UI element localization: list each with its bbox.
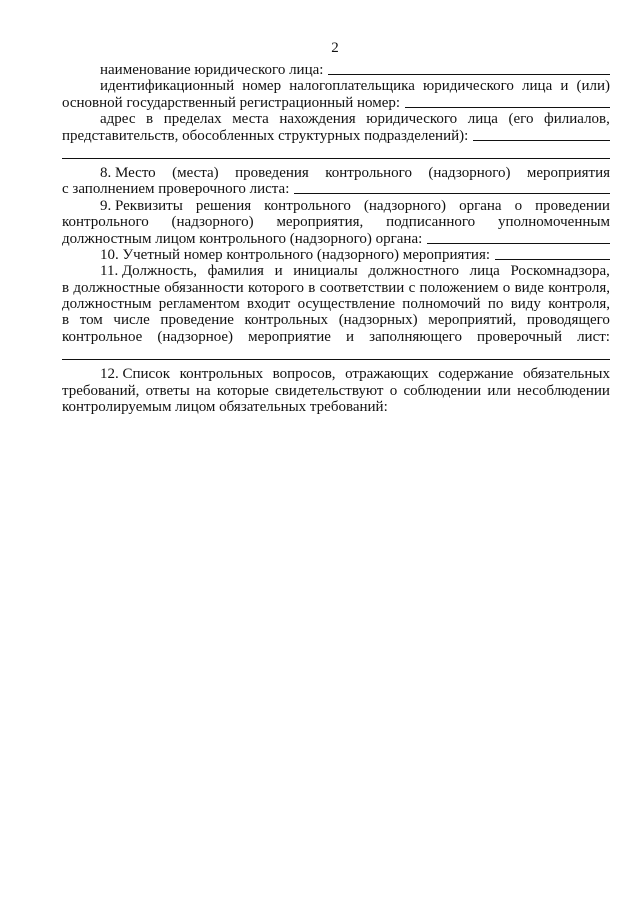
word: вопросов, [272, 366, 336, 383]
word: (надзорное) [157, 328, 234, 345]
word: уполномоченным [497, 214, 610, 231]
item-9-line-3 [62, 231, 610, 247]
word: и [274, 263, 283, 280]
word: (надзорного) [428, 164, 511, 181]
item-8-line [62, 165, 610, 181]
word: 8. Место [100, 164, 156, 181]
word: органа [459, 197, 502, 214]
word: 9. Реквизиты [100, 197, 183, 214]
word: виду [510, 296, 541, 313]
word: 11. Должность, [100, 263, 198, 280]
legal-entity-name-line [62, 62, 610, 78]
word: в [146, 111, 154, 128]
address-blank-line [62, 144, 610, 159]
item-10-label: 10. Учетный номер контрольного (надзорного) мероприятия: [100, 246, 491, 263]
word: и [346, 328, 355, 345]
word: должностные [73, 279, 161, 296]
word: юридического [366, 111, 458, 128]
word: Роскомнадзора, [510, 263, 610, 280]
word: нахождения [279, 111, 356, 128]
branches-line [62, 128, 610, 144]
word: инициалы [293, 263, 358, 280]
word: номер [242, 78, 282, 95]
word: проводящего [526, 312, 610, 329]
word: проведения [235, 164, 309, 181]
word: филиалов, [544, 111, 610, 128]
word: о [514, 197, 523, 214]
item-10-line [62, 247, 610, 263]
word: положением [419, 279, 499, 296]
word: адрес [100, 111, 136, 128]
legal-entity-name-blank [328, 62, 610, 75]
item-9-line-1 [62, 198, 610, 214]
inn-line [62, 78, 610, 94]
word: должностным [62, 296, 152, 313]
item-12-line-3 [62, 399, 610, 415]
item-11-blank-line [62, 345, 610, 360]
word: (его [508, 111, 534, 128]
word: или [487, 382, 511, 399]
word: обязанности [164, 279, 244, 296]
word: контроля, [548, 279, 610, 296]
item-9-line-2 [62, 214, 610, 230]
word: соблюдении [403, 382, 482, 399]
word: полномочий [402, 296, 481, 313]
word: налогоплательщика [289, 78, 415, 95]
item-9-official-label: должностным лицом контрольного (надзорного) органа: [62, 230, 423, 247]
word: требований, [62, 382, 140, 399]
word: места [232, 111, 269, 128]
word: подписанного [386, 214, 476, 231]
word: юридического [423, 78, 514, 95]
word: контрольного [62, 214, 149, 231]
word: на [196, 382, 211, 399]
word: соответствии [319, 279, 405, 296]
item-8-checklist-line [62, 181, 610, 197]
word: должностного [368, 263, 460, 280]
word: фамилия [207, 263, 264, 280]
branches-blank [473, 128, 610, 141]
item-11-line-1 [62, 263, 610, 279]
word: пределах [163, 111, 222, 128]
word: числе [113, 312, 150, 329]
word: отражающих [345, 366, 429, 383]
word: контрольного [325, 164, 412, 181]
item-12-tail: контролируемым лицом обязательных требований: [62, 399, 388, 416]
word: несоблюдении [517, 382, 610, 399]
item-8-checklist-label: с заполнением проверочного листа: [62, 181, 290, 198]
ogrn-line [62, 95, 610, 111]
word: в [308, 279, 316, 296]
item-11-line-2 [62, 280, 610, 296]
word: виде [514, 279, 544, 296]
word: мероприятия, [276, 214, 364, 231]
word: о [502, 279, 511, 296]
word: входит [247, 296, 291, 313]
word: свидетельствуют [275, 382, 384, 399]
word: заполняющего [369, 328, 462, 345]
word: том [79, 312, 103, 329]
word: ответы [145, 382, 190, 399]
word: содержание [438, 366, 514, 383]
word: мероприятия [526, 164, 610, 181]
item-12-line-1 [62, 366, 610, 382]
document-body [62, 62, 610, 415]
item-11-line-4 [62, 312, 610, 328]
word: лист: [577, 328, 610, 345]
word: контрольных [244, 312, 329, 329]
word: контроля, [548, 296, 610, 313]
item-8-blank [294, 181, 610, 194]
word: обязательных [523, 366, 610, 383]
word: которого [247, 279, 304, 296]
item-10-blank [495, 247, 610, 260]
word: мероприятий, [428, 312, 517, 329]
word: в [62, 279, 70, 296]
word: проведении [535, 197, 610, 214]
word: с [408, 279, 416, 296]
word: проведение [160, 312, 234, 329]
word: лица [467, 111, 498, 128]
item-9-blank [427, 231, 610, 244]
item-12-line-2 [62, 383, 610, 399]
branches-label: представительств, обособленных структурных подразделений): [62, 127, 469, 144]
word: (или) [576, 78, 610, 95]
word: осуществление [297, 296, 395, 313]
word: 12. Список [100, 366, 171, 383]
ogrn-blank [405, 95, 610, 108]
word: контрольное [62, 328, 143, 345]
word: лица [522, 78, 553, 95]
word: и [560, 78, 569, 95]
word: идентификационный [100, 78, 235, 95]
page-number: 2 [331, 40, 339, 56]
word: решения [195, 197, 252, 214]
word: регламентом [158, 296, 240, 313]
word: (надзорного) [171, 214, 254, 231]
address-line [62, 111, 610, 127]
word: (надзорных) [338, 312, 418, 329]
word: контрольных [179, 366, 264, 383]
word: мероприятие [248, 328, 331, 345]
word: проверочный [477, 328, 562, 345]
word: лица [469, 263, 500, 280]
word: по [487, 296, 504, 313]
word: (места) [172, 164, 219, 181]
ogrn-label: основной государственный регистрационный номер: [62, 94, 401, 111]
word: в [62, 312, 70, 329]
word: контрольного [264, 197, 351, 214]
word: о [389, 382, 398, 399]
word: которые [216, 382, 269, 399]
legal-entity-name-label: наименование юридического лица: [100, 62, 324, 78]
word: (надзорного) [363, 197, 447, 214]
item-11-line-5 [62, 329, 610, 345]
item-11-line-3 [62, 296, 610, 312]
